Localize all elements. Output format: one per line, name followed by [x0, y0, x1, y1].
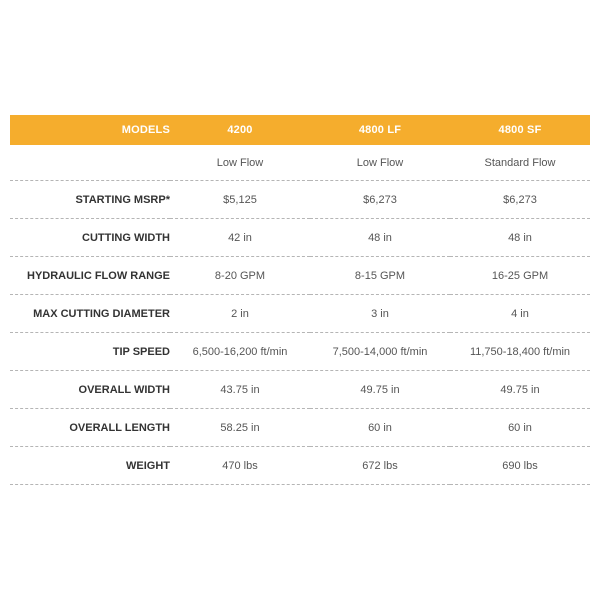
- flow-type-cell: Low Flow: [170, 145, 310, 181]
- table-cell: 8-20 GPM: [170, 257, 310, 295]
- row-label: OVERALL LENGTH: [10, 409, 170, 447]
- table-cell: 3 in: [310, 295, 450, 333]
- table-cell: 49.75 in: [450, 371, 590, 409]
- table-cell: $6,273: [310, 181, 450, 219]
- table-cell: 58.25 in: [170, 409, 310, 447]
- flow-type-label: [10, 145, 170, 181]
- table-header-row: [10, 115, 590, 145]
- table-row-hydraulic-flow-range: [10, 257, 590, 295]
- model-header-4200: 4200: [170, 115, 310, 145]
- flow-type-cell: Standard Flow: [450, 145, 590, 181]
- table-cell: 60 in: [310, 409, 450, 447]
- table-row-starting-msrp: [10, 181, 590, 219]
- table-row-weight: [10, 447, 590, 485]
- spec-comparison-table: [10, 115, 590, 485]
- table-row-overall-width: [10, 371, 590, 409]
- flow-type-cell: Low Flow: [310, 145, 450, 181]
- table-cell: 4 in: [450, 295, 590, 333]
- table-cell: 60 in: [450, 409, 590, 447]
- table-cell: 690 lbs: [450, 447, 590, 485]
- table-cell: 43.75 in: [170, 371, 310, 409]
- table-cell: 48 in: [310, 219, 450, 257]
- table-cell: 672 lbs: [310, 447, 450, 485]
- table-cell: 49.75 in: [310, 371, 450, 409]
- table-cell: 2 in: [170, 295, 310, 333]
- table-row-cutting-width: [10, 219, 590, 257]
- table-row-tip-speed: [10, 333, 590, 371]
- table-row-overall-length: [10, 409, 590, 447]
- table-cell: 470 lbs: [170, 447, 310, 485]
- table-cell: $5,125: [170, 181, 310, 219]
- table-cell: $6,273: [450, 181, 590, 219]
- table-cell: 8-15 GPM: [310, 257, 450, 295]
- row-label: WEIGHT: [10, 447, 170, 485]
- table-cell: 7,500-14,000 ft/min: [310, 333, 450, 371]
- table-cell: 11,750-18,400 ft/min: [450, 333, 590, 371]
- table-cell: 48 in: [450, 219, 590, 257]
- table-cell: 42 in: [170, 219, 310, 257]
- table-cell: 16-25 GPM: [450, 257, 590, 295]
- row-label: HYDRAULIC FLOW RANGE: [10, 257, 170, 295]
- model-header-4800-lf: 4800 LF: [310, 115, 450, 145]
- row-label: CUTTING WIDTH: [10, 219, 170, 257]
- row-label: OVERALL WIDTH: [10, 371, 170, 409]
- row-label: MAX CUTTING DIAMETER: [10, 295, 170, 333]
- row-label: STARTING MSRP*: [10, 181, 170, 219]
- table-row-max-cutting-diameter: [10, 295, 590, 333]
- row-label: TIP SPEED: [10, 333, 170, 371]
- models-header: MODELS: [10, 115, 170, 145]
- table-cell: 6,500-16,200 ft/min: [170, 333, 310, 371]
- model-header-4800-sf: 4800 SF: [450, 115, 590, 145]
- flow-type-row: [10, 145, 590, 181]
